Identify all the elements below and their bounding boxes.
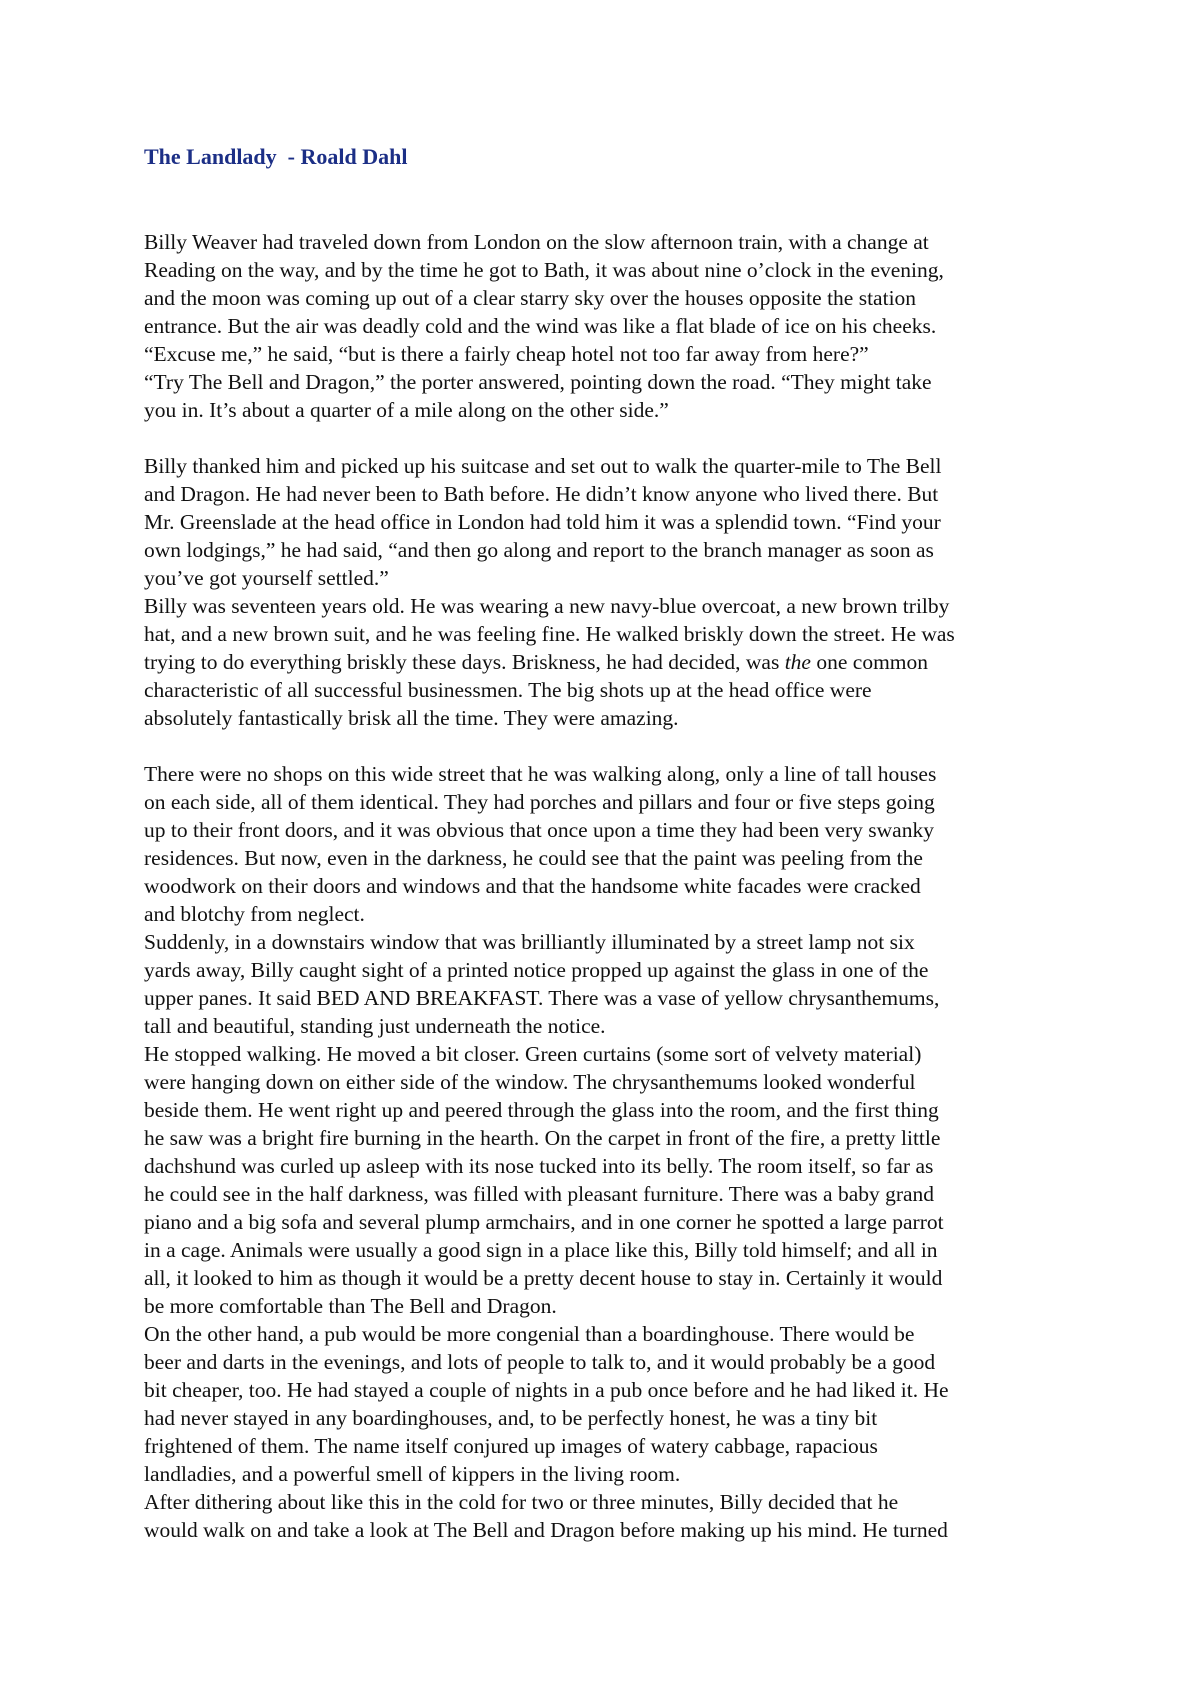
document-body (144, 228, 1084, 1544)
text-line: characteristic of all successful businessmen. The big shots up at the head office were (144, 678, 872, 702)
text-line: and blotchy from neglect. (144, 902, 365, 926)
document-title: The Landlady - Roald Dahl (144, 144, 408, 169)
text-segment: trying to do everything briskly these days. Briskness, he had decided, was (144, 650, 785, 674)
text-line: “Try The Bell and Dragon,” the porter answered, pointing down the road. “They might take (144, 370, 932, 394)
text-line: beside them. He went right up and peered through the glass into the room, and the first thing (144, 1098, 939, 1122)
text-line: he saw was a bright fire burning in the hearth. On the carpet in front of the fire, a pretty little (144, 1126, 941, 1150)
text-line: “Excuse me,” he said, “but is there a fairly cheap hotel not too far away from here?” (144, 342, 869, 366)
text-line: were hanging down on either side of the window. The chrysanthemums looked wonderful (144, 1070, 916, 1094)
text-line: he could see in the half darkness, was filled with pleasant furniture. There was a baby grand (144, 1182, 935, 1206)
text-line: Reading on the way, and by the time he got to Bath, it was about nine o’clock in the evening, (144, 258, 944, 282)
text-line: you’ve got yourself settled.” (144, 566, 389, 590)
text-line: On the other hand, a pub would be more congenial than a boardinghouse. There would be (144, 1322, 915, 1346)
text-line: absolutely fantastically brisk all the time. They were amazing. (144, 706, 679, 730)
text-line: and Dragon. He had never been to Bath before. He didn’t know anyone who lived there. But (144, 482, 939, 506)
text-line: and the moon was coming up out of a clear starry sky over the houses opposite the station (144, 286, 917, 310)
text-line: He stopped walking. He moved a bit closer. Green curtains (some sort of velvety material) (144, 1042, 922, 1066)
text-line: Billy Weaver had traveled down from London on the slow afternoon train, with a change at (144, 230, 929, 254)
text-line: piano and a big sofa and several plump armchairs, and in one corner he spotted a large parrot (144, 1210, 944, 1234)
text-line: residences. But now, even in the darkness, he could see that the paint was peeling from the (144, 846, 923, 870)
text-line: dachshund was curled up asleep with its nose tucked into its belly. The room itself, so far as (144, 1154, 934, 1178)
paragraph-gap (144, 424, 1084, 452)
text-segment: one common (810, 650, 929, 674)
text-line: woodwork on their doors and windows and that the handsome white facades were cracked (144, 874, 921, 898)
text-line: There were no shops on this wide street that he was walking along, only a line of tall houses (144, 762, 937, 786)
text-line: upper panes. It said BED AND BREAKFAST. There was a vase of yellow chrysanthemums, (144, 986, 940, 1010)
text-line: be more comfortable than The Bell and Dragon. (144, 1294, 557, 1318)
text-line: Billy was seventeen years old. He was wearing a new navy-blue overcoat, a new brown trilby (144, 594, 950, 618)
text-line: own lodgings,” he had said, “and then go along and report to the branch manager as soon as (144, 538, 934, 562)
text-line: had never stayed in any boardinghouses, and, to be perfectly honest, he was a tiny bit (144, 1406, 878, 1430)
text-line: all, it looked to him as though it would be a pretty decent house to stay in. Certainly it would (144, 1266, 943, 1290)
text-line: Billy thanked him and picked up his suitcase and set out to walk the quarter-mile to The Bell (144, 454, 942, 478)
text-line: landladies, and a powerful smell of kippers in the living room. (144, 1462, 681, 1486)
text-line: up to their front doors, and it was obvious that once upon a time they had been very swanky (144, 818, 934, 842)
text-line: you in. It’s about a quarter of a mile along on the other side.” (144, 398, 669, 422)
paragraph-gap (144, 732, 1084, 760)
text-line: in a cage. Animals were usually a good sign in a place like this, Billy told himself; and all in (144, 1238, 938, 1262)
text-line: tall and beautiful, standing just underneath the notice. (144, 1014, 606, 1038)
text-line: beer and darts in the evenings, and lots of people to talk to, and it would probably be a good (144, 1350, 936, 1374)
text-line: bit cheaper, too. He had stayed a couple of nights in a pub once before and he had liked it. He (144, 1378, 949, 1402)
text-line: entrance. But the air was deadly cold and the wind was like a flat blade of ice on his cheeks. (144, 314, 937, 338)
text-line-with-italic (144, 648, 1084, 676)
text-line: Suddenly, in a downstairs window that was brilliantly illuminated by a street lamp not six (144, 930, 915, 954)
italic-word: the (784, 650, 811, 674)
text-line: Mr. Greenslade at the head office in London had told him it was a splendid town. “Find your (144, 510, 941, 534)
text-line: on each side, all of them identical. They had porches and pillars and four or five steps going (144, 790, 935, 814)
text-line: frightened of them. The name itself conjured up images of watery cabbage, rapacious (144, 1434, 878, 1458)
text-line: would walk on and take a look at The Bell and Dragon before making up his mind. He turned (144, 1518, 948, 1542)
text-line: yards away, Billy caught sight of a printed notice propped up against the glass in one of the (144, 958, 929, 982)
text-line: hat, and a new brown suit, and he was feeling fine. He walked briskly down the street. He was (144, 622, 955, 646)
text-line: After dithering about like this in the cold for two or three minutes, Billy decided that he (144, 1490, 899, 1514)
